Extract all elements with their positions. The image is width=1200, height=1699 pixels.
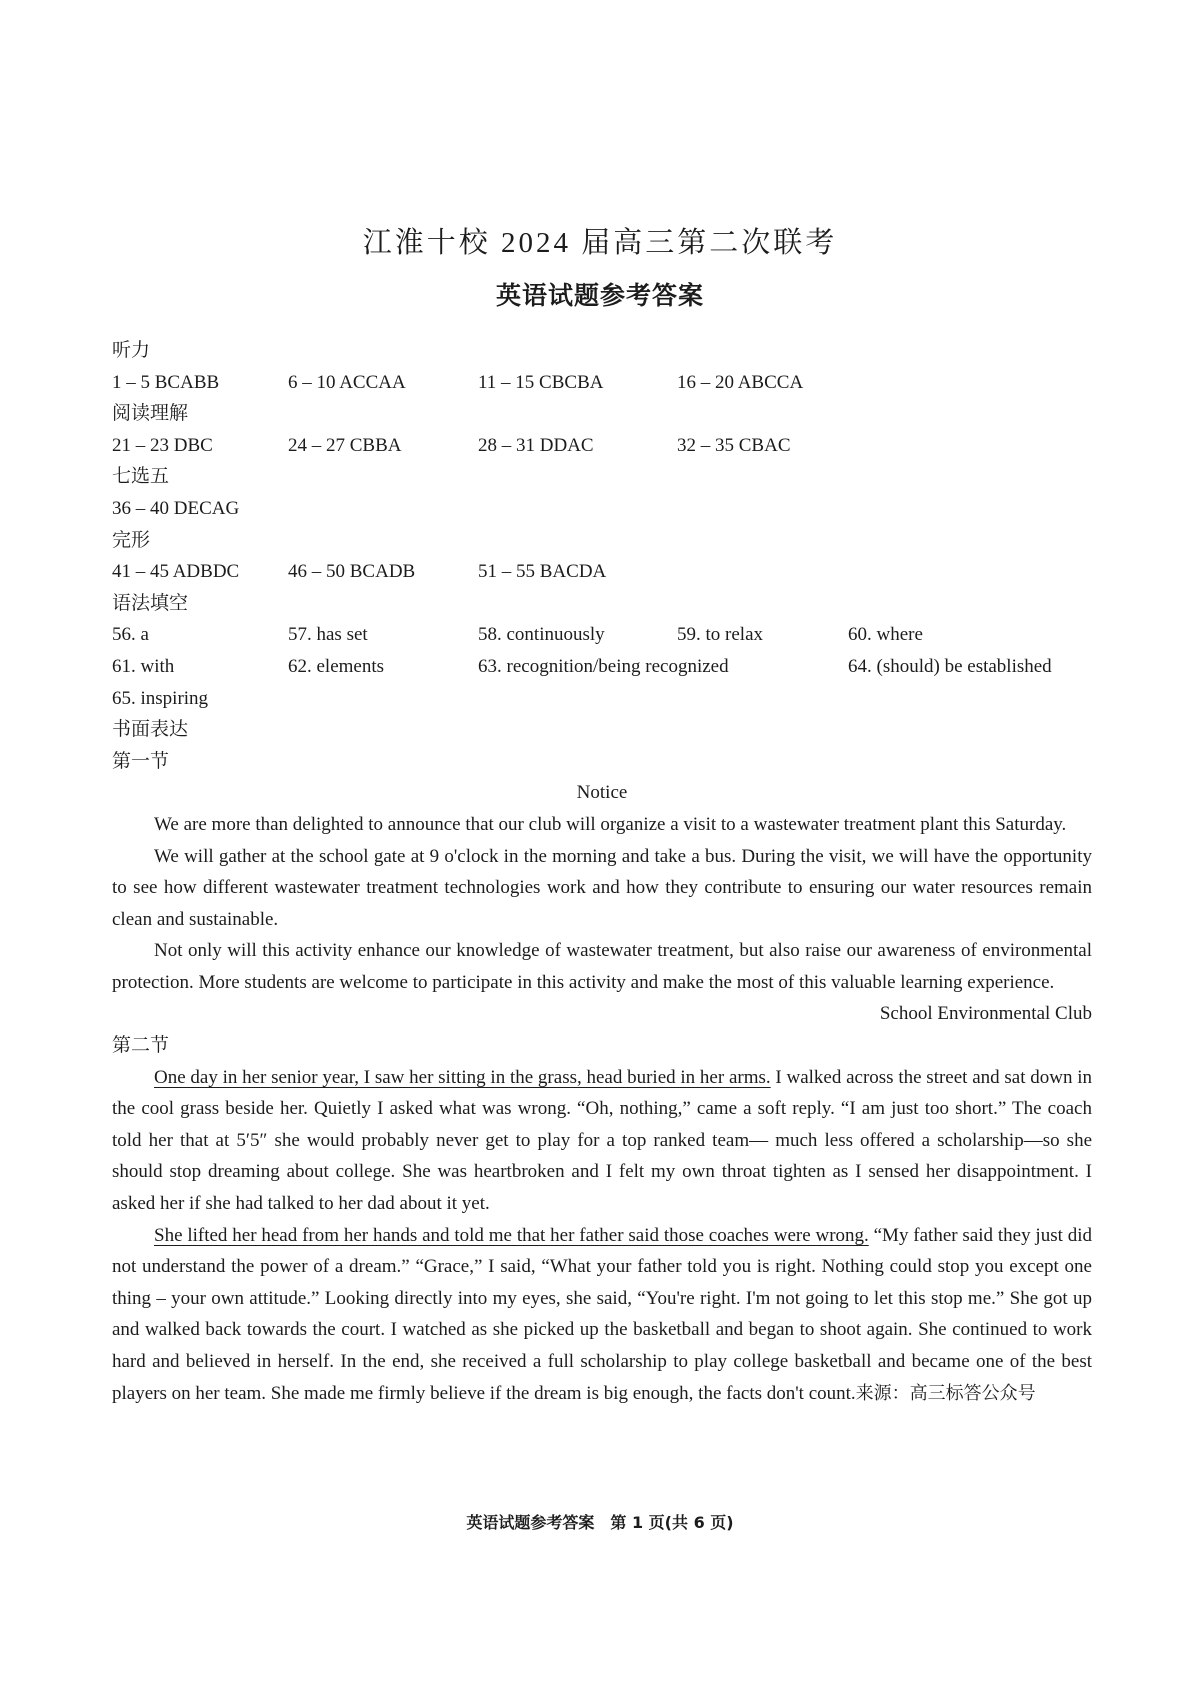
paragraph-text: I walked across the street and sat down in the cool grass beside her. Quietly I asked what was wrong. “Oh, nothing,” came a soft reply. “I am just too short.” The coach told her that at 5′5″ she would probably never get to play for a top ranked team— much less offered a scholarship—so she should stop dreaming about college. She was heartbroken and I felt my own throat tighten as I sensed her disappointment. I asked her if she had talked to her dad about it yet. — [112, 1066, 1092, 1215]
answer-item: 60. where — [848, 624, 923, 646]
answer-item: 57. has set — [288, 624, 368, 646]
underlined-sentence: She lifted her head from her hands and told me that her father said those coaches were wrong. — [154, 1224, 869, 1246]
section-heading-listening: 听力 — [112, 339, 151, 361]
section-heading-part-two: 第二节 — [112, 1034, 170, 1057]
answer-item: 24 – 27 CBBA — [288, 434, 402, 456]
answer-item: 61. with — [112, 655, 175, 677]
notice-paragraph: Not only will this activity enhance our knowledge of wastewater treatment, but also raise our awareness of environmental protection. More students are welcome to participate in this activity and make the most of this valuable learning experience. — [112, 940, 1092, 993]
answer-row — [112, 651, 1092, 683]
answer-row — [112, 430, 1092, 462]
story-paragraph — [112, 1062, 1092, 1220]
answer-item: 41 – 45 ADBDC — [112, 561, 240, 583]
answer-item: 11 – 15 CBCBA — [478, 371, 604, 393]
document-title: 江淮十校 2024 届高三第二次联考 — [362, 227, 838, 259]
answer-row — [112, 619, 1092, 651]
section-heading-seven-five: 七选五 — [112, 465, 170, 488]
answer-row — [112, 367, 1092, 399]
paragraph-text: “My father said they just did not understand the power of a dream.” “Grace,” I said, “What your father told you is right. Nothing could stop you except one thing – your own attitude.” Looking directly into my eyes, she said, “You're right. I'm not going to let this stop me.” She got up and walked back towards the court. I watched as she picked up the basketball and began to shoot again. She continued to work hard and believed in herself. In the end, she received a full scholarship to play college basketball and became one of the best players on her team. She made me firmly believe if the dream is big enough, the facts don't count. — [112, 1224, 1092, 1404]
source-note: 来源：高三标答公众号 — [855, 1382, 1036, 1404]
underlined-sentence: One day in her senior year, I saw her sitting in the grass, head buried in her arms. — [154, 1066, 771, 1088]
answer-item: 1 – 5 BCABB — [112, 371, 220, 393]
answer-row — [112, 556, 1092, 588]
section-heading-cloze: 完形 — [112, 528, 151, 551]
answer-item: 21 – 23 DBC — [112, 434, 213, 456]
answer-item: 16 – 20 ABCCA — [677, 371, 804, 393]
page-footer: 英语试题参考答案 第 1 页(共 6 页) — [466, 1513, 734, 1532]
answer-row — [112, 683, 1092, 715]
document-subtitle: 英语试题参考答案 — [495, 281, 704, 310]
section-heading-reading: 阅读理解 — [112, 402, 189, 425]
notice-title: Notice — [576, 782, 628, 804]
section-heading-writing: 书面表达 — [112, 718, 189, 741]
notice-paragraph: We are more than delighted to announce that our club will organize a visit to a wastewater treatment plant this Saturday. — [154, 813, 1067, 835]
answer-item: 62. elements — [288, 655, 385, 677]
answer-item: 46 – 50 BCADB — [288, 561, 416, 583]
section-heading-grammar: 语法填空 — [112, 591, 189, 614]
notice-paragraph: We will gather at the school gate at 9 o'clock in the morning and take a bus. During the visit, we will have the opportunity to see how different wastewater treatment technologies work and how they contribute to ensuring our water resources remain clean and sustainable. — [112, 845, 1092, 930]
answer-item: 32 – 35 CBAC — [677, 434, 791, 456]
answer-item: 28 – 31 DDAC — [478, 434, 594, 456]
answer-item: 65. inspiring — [112, 687, 209, 709]
story-paragraph — [112, 1220, 1092, 1410]
answer-item: 58. continuously — [478, 624, 605, 646]
answer-item: 63. recognition/being recognized — [478, 655, 729, 677]
answer-item: 36 – 40 DECAG — [112, 497, 240, 519]
answer-item: 64. (should) be established — [848, 655, 1052, 677]
answer-item: 59. to relax — [677, 624, 764, 646]
answer-item: 51 – 55 BACDA — [478, 561, 607, 583]
section-heading-part-one: 第一节 — [112, 749, 170, 772]
answer-content — [112, 335, 1092, 1409]
answer-row — [112, 493, 1092, 525]
answer-item: 56. a — [112, 624, 149, 646]
notice-signature: School Environmental Club — [879, 1003, 1092, 1025]
answer-item: 6 – 10 ACCAA — [288, 371, 406, 393]
